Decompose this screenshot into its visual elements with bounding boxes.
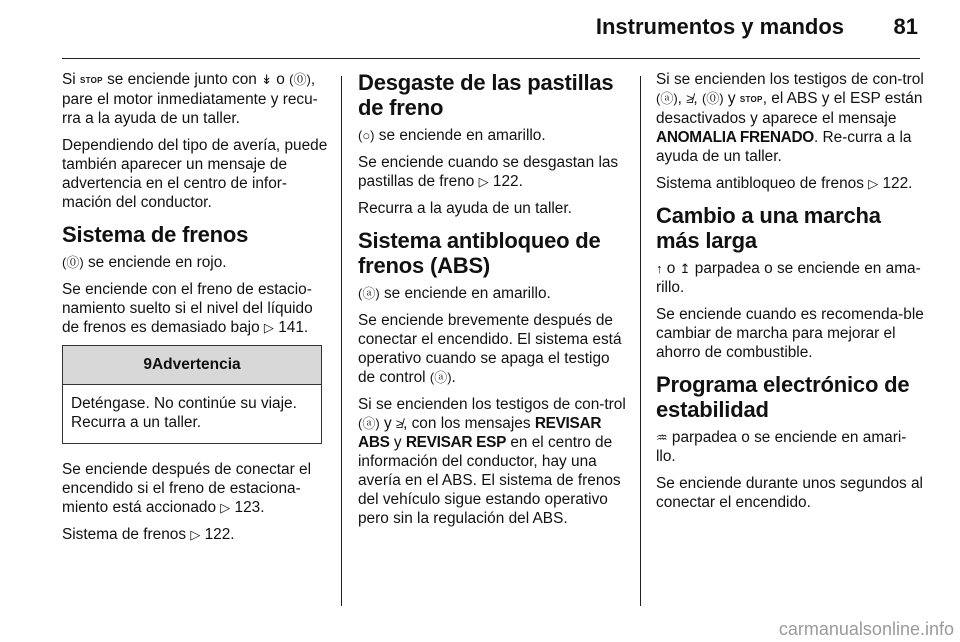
paragraph: (⓪) se enciende en rojo. bbox=[62, 254, 227, 271]
column-divider bbox=[640, 76, 641, 606]
upshift-icon: ↑ bbox=[656, 261, 663, 276]
paragraph: Si se encienden los testigos de con-trol (ⓐ) y ≱, con los mensajes REVISAR ABS y REVISAR ESP en el centro de información del conductor, hay una avería en el ABS. El sistema de frenos del vehículo sigue estando operativo pero sin la regulación del ABS. bbox=[358, 396, 626, 527]
paragraph: Se enciende con el freno de estacio-namiento suelto si el nivel del líquido de frenos es demasiado bajo ▷ 141. bbox=[62, 281, 313, 336]
column-1 bbox=[62, 70, 330, 552]
paragraph: Dependiendo del tipo de avería, puede también aparecer un mensaje de advertencia en el centro de infor-mación del conductor. bbox=[62, 137, 328, 211]
page-ref-icon: ▷ bbox=[263, 320, 274, 335]
heading-brake-system: Sistema de frenos bbox=[62, 222, 249, 247]
warning-triangle-icon: 9 bbox=[143, 356, 152, 373]
column-3 bbox=[656, 70, 924, 520]
paragraph: Sistema antibloqueo de frenos ▷ 122. bbox=[656, 175, 913, 192]
paragraph: (○) se enciende en amarillo. bbox=[358, 127, 546, 144]
heading-esp: Programa electrónico de estabilidad bbox=[656, 372, 910, 422]
brake-pad-icon: (○) bbox=[358, 128, 375, 143]
heading-brake-pads: Desgaste de las pastillas de freno bbox=[358, 70, 614, 120]
column-divider bbox=[341, 76, 342, 606]
page-ref-icon: ▷ bbox=[190, 527, 201, 542]
header-rule bbox=[62, 58, 920, 59]
warning-text: Deténgase. No continúe su viaje. Recurra a un taller. bbox=[71, 395, 297, 431]
page-number: 81 bbox=[893, 14, 918, 39]
steering-icon: ≱ bbox=[686, 91, 694, 106]
watermark: carmanualsonline.info bbox=[778, 619, 954, 639]
paragraph: Se enciende brevemente después de conectar el encendido. El sistema está operativo cuando se apaga el testigo de control (ⓐ). bbox=[358, 312, 622, 386]
section-title: Instrumentos y mandos bbox=[595, 14, 844, 39]
paragraph: Se enciende cuando es recomenda-ble cambiar de marcha para mejorar el ahorro de combustible. bbox=[656, 306, 924, 361]
heading-upshift: Cambio a una marcha más larga bbox=[656, 203, 881, 253]
paragraph: (ⓐ) se enciende en amarillo. bbox=[358, 285, 551, 302]
upshift-icon: ↥ bbox=[679, 261, 691, 276]
page-ref-icon: ▷ bbox=[868, 176, 879, 191]
message-revisar-esp: REVISAR ESP bbox=[405, 434, 507, 451]
abs-icon: (ⓐ) bbox=[656, 91, 678, 106]
warning-header: 9Advertencia bbox=[63, 346, 321, 385]
brake-warning-icon: (⓪) bbox=[289, 72, 311, 87]
column-2 bbox=[358, 70, 630, 536]
paragraph: Sistema de frenos ▷ 122. bbox=[62, 526, 235, 543]
abs-icon: (ⓐ) bbox=[429, 370, 452, 385]
paragraph: ♒ parpadea o se enciende en amari-llo. bbox=[656, 429, 907, 465]
message-anomalia-frenado: ANOMALIA FRENADO bbox=[656, 129, 814, 146]
paragraph: Se enciende durante unos segundos al conectar el encendido. bbox=[656, 475, 923, 511]
warning-box bbox=[62, 345, 322, 444]
message-revisar-abs: REVISAR ABS bbox=[358, 415, 602, 451]
paragraph: Si se encienden los testigos de con-trol (ⓐ), ≱, (⓪) y STOP, el ABS y el ESP están desactivados y aparece el mensaje ANOMALIA FRENADO. Re-curra a la ayuda de un taller. bbox=[656, 71, 924, 165]
stop-icon: STOP bbox=[79, 76, 103, 85]
esp-icon: ♒ bbox=[656, 430, 668, 445]
abs-icon: (ⓐ) bbox=[358, 416, 380, 431]
brake-warning-icon: (⓪) bbox=[701, 91, 724, 106]
brake-warning-icon: (⓪) bbox=[62, 255, 84, 270]
steering-icon: ≱ bbox=[395, 416, 404, 431]
stop-icon: STOP bbox=[739, 95, 763, 104]
paragraph: Recurra a la ayuda de un taller. bbox=[358, 200, 572, 217]
heading-abs: Sistema antibloqueo de frenos (ABS) bbox=[358, 228, 601, 278]
abs-icon: (ⓐ) bbox=[358, 286, 380, 301]
page-ref-icon: ▷ bbox=[478, 174, 489, 189]
paragraph: Se enciende después de conectar el encendido si el freno de estaciona-miento está accionado ▷ 123. bbox=[62, 461, 311, 516]
page-ref-icon: ▷ bbox=[220, 500, 231, 515]
page-header bbox=[0, 14, 960, 54]
paragraph: Si STOP se enciende junto con ↡ o (⓪), pare el motor inmediatamente y recu-rra a la ayuda de un taller. bbox=[62, 71, 318, 127]
paragraph: ↑ o ↥ parpadea o se enciende en ama-rillo. bbox=[656, 260, 921, 296]
coolant-temp-icon: ↡ bbox=[261, 72, 273, 87]
paragraph: Se enciende cuando se desgastan las pastillas de freno ▷ 122. bbox=[358, 154, 619, 190]
